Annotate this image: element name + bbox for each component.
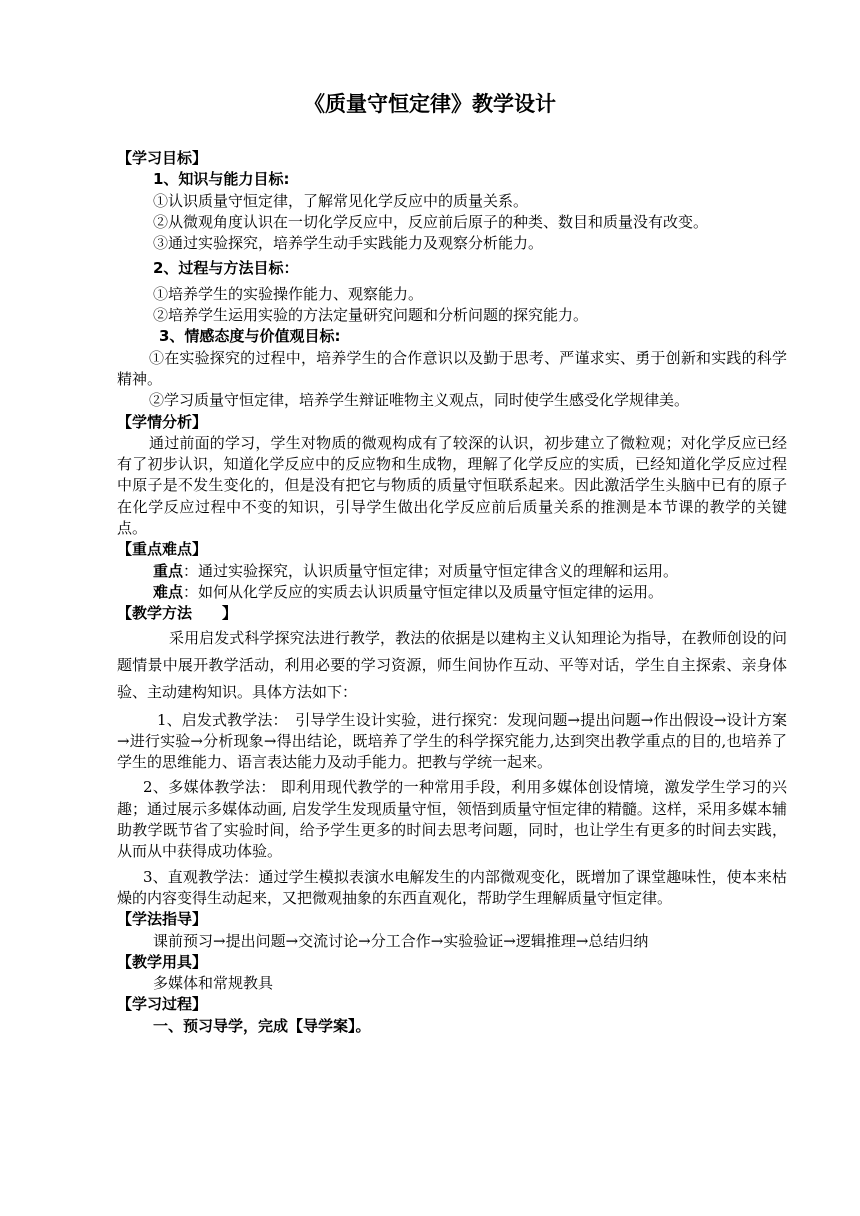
emotion-item-1: ①在实验探究的过程中，培养学生的合作意识以及勤于思考、严谨求实、勇于创新和实践的科学精神。 bbox=[117, 348, 787, 388]
process-item-2: ②培养学生运用实验的方法定量研究问题和分析问题的探究能力。 bbox=[153, 306, 589, 325]
knowledge-item-3: ③通过实验探究，培养学生动手实践能力及观察分析能力。 bbox=[153, 234, 544, 253]
knowledge-item-1: ①认识质量守恒定律，了解常见化学反应中的质量关系。 bbox=[153, 191, 529, 210]
process-heading: 2、过程与方法目标： bbox=[153, 259, 299, 278]
analysis-text: 通过前面的学习，学生对物质的微观构成有了较深的认识，初步建立了微粒观；对化学反应已经有了初步认识，知道化学反应中的反应物和生成物，理解了化学反应的实质，已经知道化学反应过程中原子是不发生变化的，但是没有把它与物质的质量守恒联系起来。因此激活学生头脑中已有的原子在化学反应过程中不变的知识，引导学生做出化学反应前后质量关系的推测是本节课的教学的关键点。 bbox=[117, 433, 787, 538]
process-step-1: 一、预习导学，完成【导学案】。 bbox=[153, 1016, 371, 1035]
method-item-2: 2、多媒体教学法： 即利用现代教学的一种常用手段，利用多媒体创设情境，激发学生学习的兴趣；通过展示多媒体动画, 启发学生发现质量守恒，领悟到质量守恒定律的精髓。这样，采用多媒本辅助教学既节省了实验时间，给予学生更多的时间去思考问题，同时，也让学生有更多的时间去实践，从而从中获得成功体验。 bbox=[117, 778, 787, 861]
knowledge-item-2: ②从微观角度认识在一切化学反应中，反应前后原子的种类、数目和质量没有改变。 bbox=[153, 212, 709, 231]
tools-heading: 【教学用具】 bbox=[117, 952, 208, 971]
keypoints-heading: 【重点难点】 bbox=[117, 540, 208, 559]
key-point bbox=[117, 561, 787, 582]
key-point-text: ：通过实验探究，认识质量守恒定律；对质量守恒定律含义的理解和运用。 bbox=[183, 561, 679, 580]
method-item-3: 3、直观教学法：通过学生模拟表演水电解发生的内部微观变化，既增加了课堂趣味性，使本来枯燥的内容变得生动起来，又把微观抽象的东西直观化，帮助学生理解质量守恒定律。 bbox=[117, 867, 787, 907]
knowledge-heading: 1、知识与能力目标: bbox=[153, 170, 290, 189]
document-body bbox=[117, 148, 787, 1037]
methods-heading: 【教学方法 】 bbox=[117, 604, 238, 623]
process-section-heading: 【学习过程】 bbox=[117, 995, 208, 1014]
emotion-heading: 3、情感态度与价值观目标: bbox=[159, 327, 341, 346]
methods-intro: 采用启发式科学探究法进行教学，教法的依据是以建构主义认知理论为指导，在教师创设的问题情景中展开教学活动，利用必要的学习资源，师生间协作互动、平等对话，学生自主探索、亲身体验、主动建构知识。具体方法如下： bbox=[117, 628, 787, 701]
difficult-point bbox=[117, 582, 787, 603]
document-title: 《质量守恒定律》教学设计 bbox=[304, 92, 556, 116]
tools-text: 多媒体和常规教具 bbox=[153, 974, 274, 993]
difficult-point-text: ：如何从化学反应的实质去认识质量守恒定律以及质量守恒定律的运用。 bbox=[183, 582, 664, 601]
key-point-label: 重点 bbox=[153, 561, 184, 580]
guidance-heading: 【学法指导】 bbox=[117, 910, 208, 929]
emotion-item-2: ②学习质量守恒定律，培养学生辩证唯物主义观点，同时使学生感受化学规律美。 bbox=[149, 391, 690, 410]
difficult-point-label: 难点 bbox=[153, 582, 184, 601]
guidance-text: 课前预习→提出问题→交流讨论→分工合作→实验验证→逻辑推理→总结归纳 bbox=[153, 931, 649, 950]
analysis-heading: 【学情分析】 bbox=[117, 412, 208, 431]
objectives-heading: 【学习目标】 bbox=[117, 149, 208, 167]
process-item-1: ①培养学生的实验操作能力、观察能力。 bbox=[153, 284, 424, 303]
method-item-1: 1、启发式教学法： 引导学生设计实验，进行探究：发现问题→提出问题→作出假设→设计方案→进行实验→分析现象→得出结论，既培养了学生的科学探究能力,达到突出教学重点的目的,也培养了学生的思维能力、语言表达能力及动手能力。把教与学统一起来。 bbox=[117, 710, 787, 772]
